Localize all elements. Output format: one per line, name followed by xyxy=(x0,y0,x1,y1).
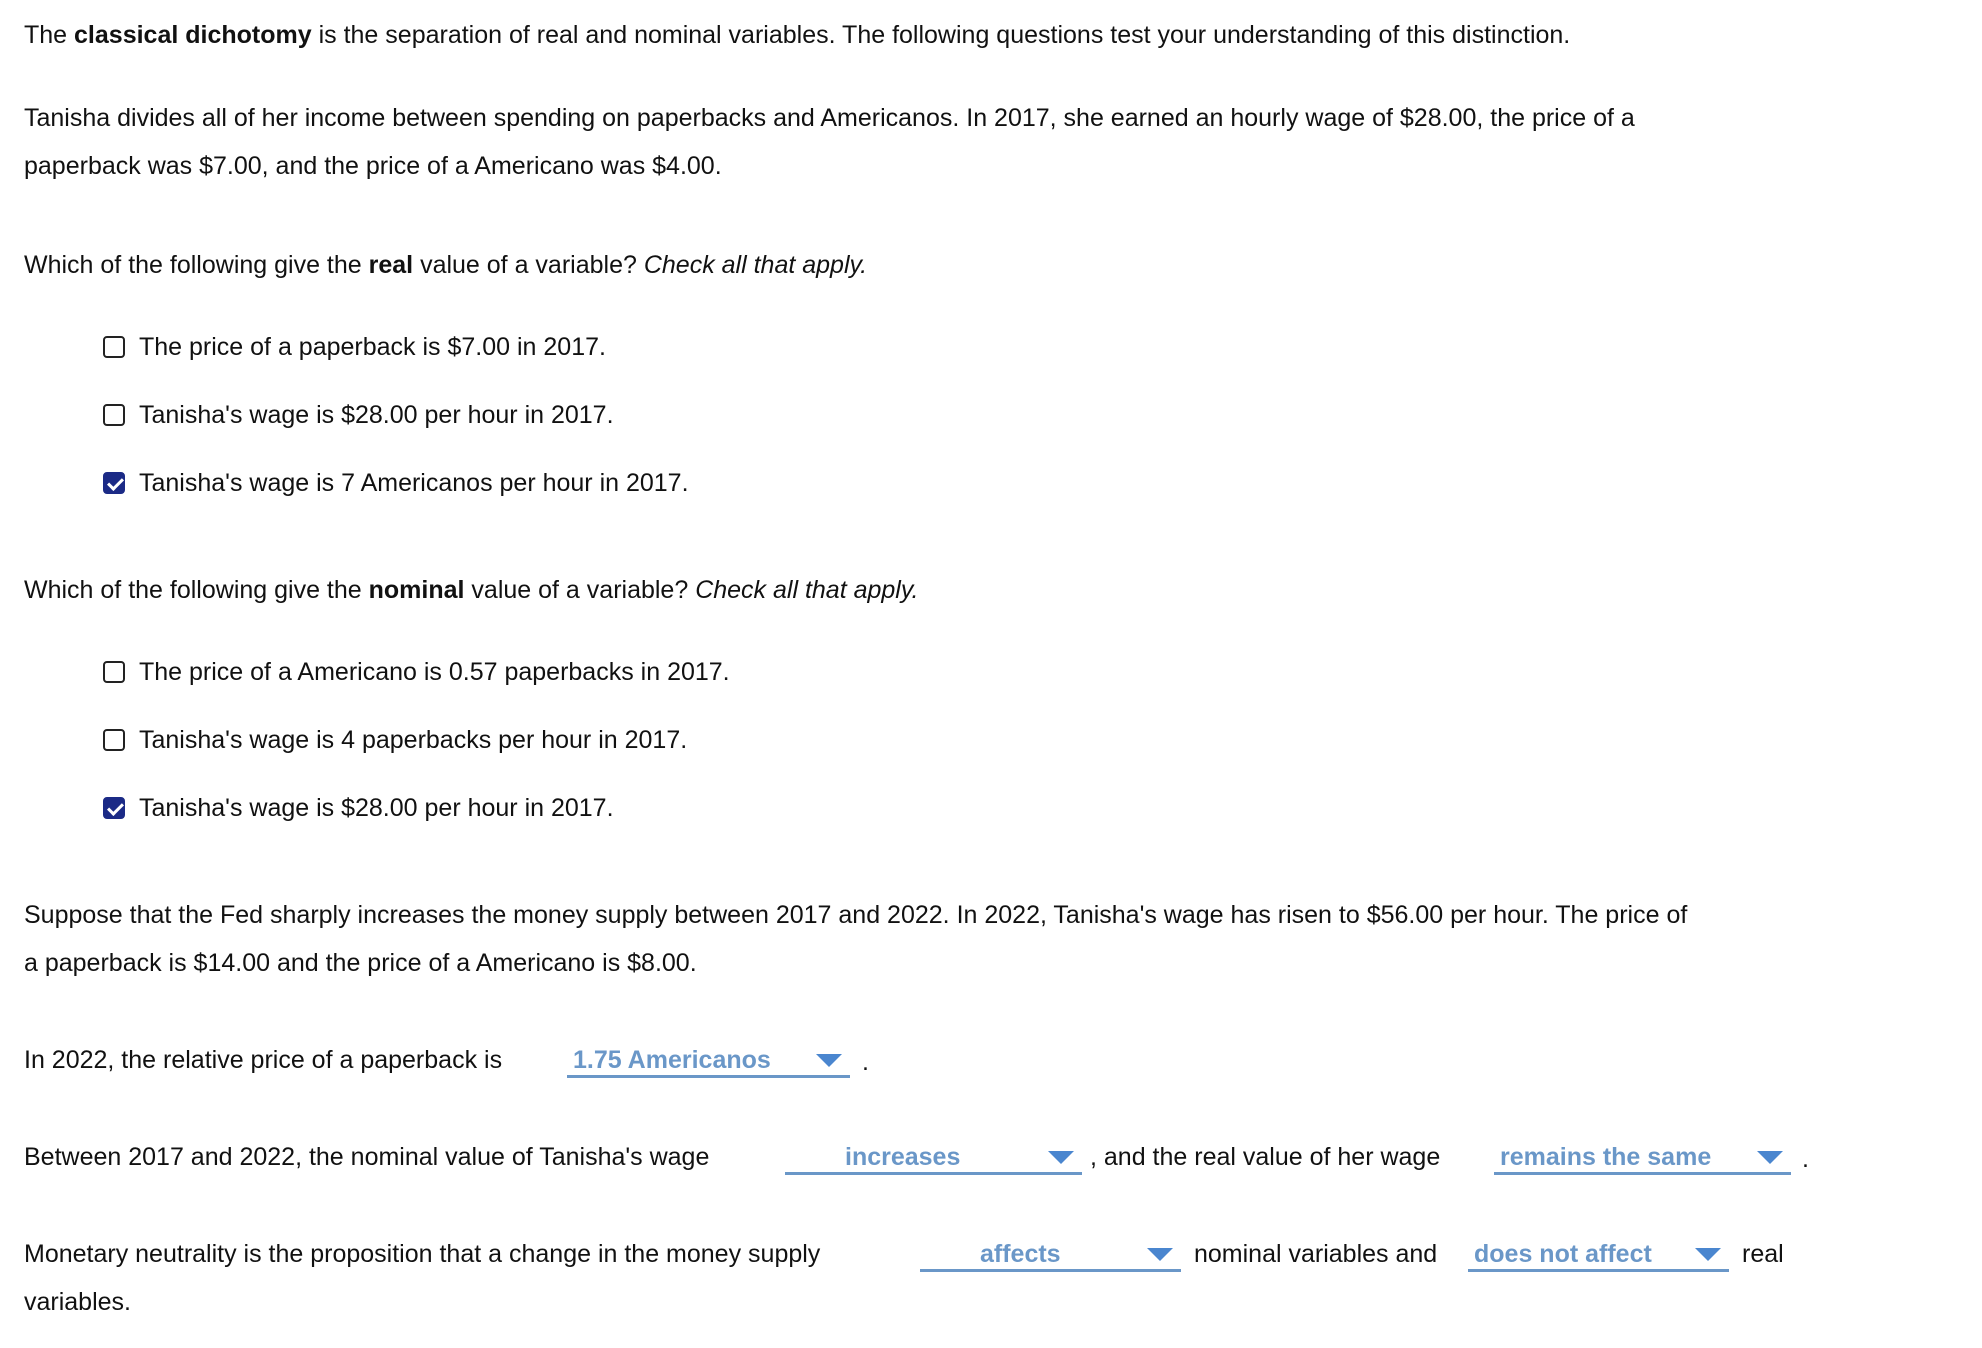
neutrality-text: Monetary neutrality is the proposition that a change in the money supply xyxy=(24,1240,821,1268)
chevron-down-icon xyxy=(1147,1248,1173,1261)
chevron-down-icon xyxy=(1757,1151,1783,1164)
checkbox[interactable] xyxy=(103,661,125,683)
question-real: Which of the following give the real value of a variable? Check all that apply. xyxy=(24,251,868,279)
neutrality-real-dropdown[interactable] xyxy=(1468,1236,1729,1272)
checkbox-checked[interactable] xyxy=(103,472,125,494)
nominal-option-2[interactable]: Tanisha's wage is 4 paperbacks per hour in 2017. xyxy=(103,724,687,756)
scenario-line-1: Tanisha divides all of her income between spending on paperbacks and Americanos. In 2017, she earned an hourly wage of $28.00, the price of a xyxy=(24,104,1635,132)
relative-price-period: . xyxy=(862,1048,869,1076)
dropdown-value: does not affect xyxy=(1474,1240,1652,1268)
fed-line-1: Suppose that the Fed sharply increases the money supply between 2017 and 2022. In 2022, Tanisha's wage has risen to $56.00 per hour. The price of xyxy=(24,901,1688,929)
neutrality-nominal-dropdown[interactable] xyxy=(920,1236,1181,1272)
dropdown-value: increases xyxy=(845,1143,961,1171)
question-nominal: Which of the following give the nominal value of a variable? Check all that apply. xyxy=(24,576,919,604)
wage-text: Between 2017 and 2022, the nominal value of Tanisha's wage xyxy=(24,1143,710,1171)
wage-period: . xyxy=(1802,1145,1809,1173)
real-option-2[interactable]: Tanisha's wage is $28.00 per hour in 2017. xyxy=(103,399,614,431)
relative-price-text: In 2022, the relative price of a paperback is xyxy=(24,1046,503,1074)
real-option-1[interactable]: The price of a paperback is $7.00 in 2017. xyxy=(103,331,606,363)
dropdown-value: affects xyxy=(980,1240,1061,1268)
wage-mid-text: , and the real value of her wage xyxy=(1090,1143,1441,1171)
real-option-3[interactable]: Tanisha's wage is 7 Americanos per hour in 2017. xyxy=(103,467,689,499)
nominal-wage-dropdown[interactable] xyxy=(785,1139,1082,1175)
checkbox[interactable] xyxy=(103,336,125,358)
checkbox-checked[interactable] xyxy=(103,797,125,819)
relative-price-dropdown[interactable] xyxy=(567,1042,850,1078)
nominal-option-3[interactable]: Tanisha's wage is $28.00 per hour in 2017. xyxy=(103,792,614,824)
checkbox[interactable] xyxy=(103,729,125,751)
nominal-option-1[interactable]: The price of a Americano is 0.57 paperbacks in 2017. xyxy=(103,656,730,688)
dropdown-value: remains the same xyxy=(1500,1143,1712,1171)
neutrality-post-text: real xyxy=(1742,1240,1784,1268)
real-wage-dropdown[interactable] xyxy=(1494,1139,1791,1175)
fed-line-2: a paperback is $14.00 and the price of a Americano is $8.00. xyxy=(24,949,697,977)
scenario-line-2: paperback was $7.00, and the price of a Americano was $4.00. xyxy=(24,152,722,180)
chevron-down-icon xyxy=(816,1054,842,1067)
neutrality-line-2: variables. xyxy=(24,1288,131,1316)
intro-text: The classical dichotomy is the separation of real and nominal variables. The following questions test your understanding of this distinction. xyxy=(24,21,1571,49)
chevron-down-icon xyxy=(1048,1151,1074,1164)
chevron-down-icon xyxy=(1695,1248,1721,1261)
dropdown-value: 1.75 Americanos xyxy=(573,1046,771,1074)
neutrality-mid-text: nominal variables and xyxy=(1194,1240,1438,1268)
checkbox[interactable] xyxy=(103,404,125,426)
